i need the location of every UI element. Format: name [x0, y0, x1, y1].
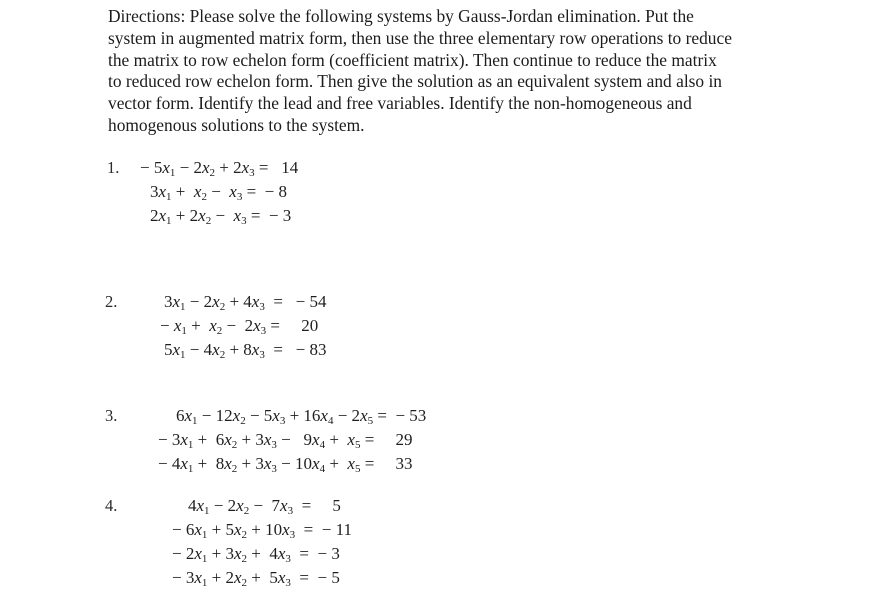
problem-3-equation: − $3x_1 + 6x_2 + 3x_3 - 9x_4 + x_5$ = 29: [158, 430, 413, 451]
problem-1-number: 1.: [107, 158, 120, 177]
directions-line: homogenous solutions to the system.: [108, 114, 365, 135]
problem-2-equation: $3x_1 - 2x_2 + 4x_3$ = − 54: [164, 292, 327, 313]
problem-1-equation: $2x_1 + 2x_2 - x_3$ = − 3: [150, 206, 292, 227]
problem-2-equation: $5x_1 - 4x_2 + 8x_3$ = − 83: [164, 340, 327, 361]
problem-4-equation: $4x_1 - 2x_2 - 7x_3$ = 5: [188, 496, 341, 517]
directions-paragraph: [108, 6, 788, 137]
directions-line: to reduced row echelon form. Then give the solution as an equivalent system and also in: [108, 71, 722, 92]
problem-4-number: 4.: [105, 496, 118, 515]
directions-line: vector form. Identify the lead and free variables. Identify the non-homogeneous and: [108, 93, 692, 114]
problem-4-equation: − $2x_1 + 3x_2 + 4x_3$ = − 3: [172, 544, 340, 565]
problem-2-equation: − $x_1 + x_2 - 2x_3$ = 20: [160, 316, 319, 337]
problem-3-number: 3.: [105, 406, 118, 425]
problem-4-equation: − $6x_1 + 5x_2 + 10x_3$ = − 11: [172, 520, 352, 541]
problem-4-equation: − $3x_1 + 2x_2 + 5x_3$ = − 5: [172, 568, 340, 589]
directions-line: Directions: Please solve the following systems by Gauss-Jordan elimination. Put the: [108, 6, 694, 26]
problem-2-number: 2.: [105, 292, 118, 311]
directions-line: system in augmented matrix form, then use the three elementary row operations to reduce: [108, 27, 732, 48]
problem-1-equation: − $5x_1 - 2x_2 + 2x_3 = 14$: [140, 158, 299, 179]
problem-3-equation: − $4x_1 + 8x_2 + 3x_3 - 10x_4 + x_5$ = 33: [158, 454, 413, 475]
problem-3-equation: $6x_1 - 12x_2 - 5x_3 + 16x_4 - 2x_5$ = − 53: [176, 406, 427, 427]
problem-1-equation: $3x_1 + x_2 - x_3$ = − 8: [150, 182, 288, 203]
directions-line: the matrix to row echelon form (coefficient matrix). Then continue to reduce the matrix: [108, 49, 717, 70]
